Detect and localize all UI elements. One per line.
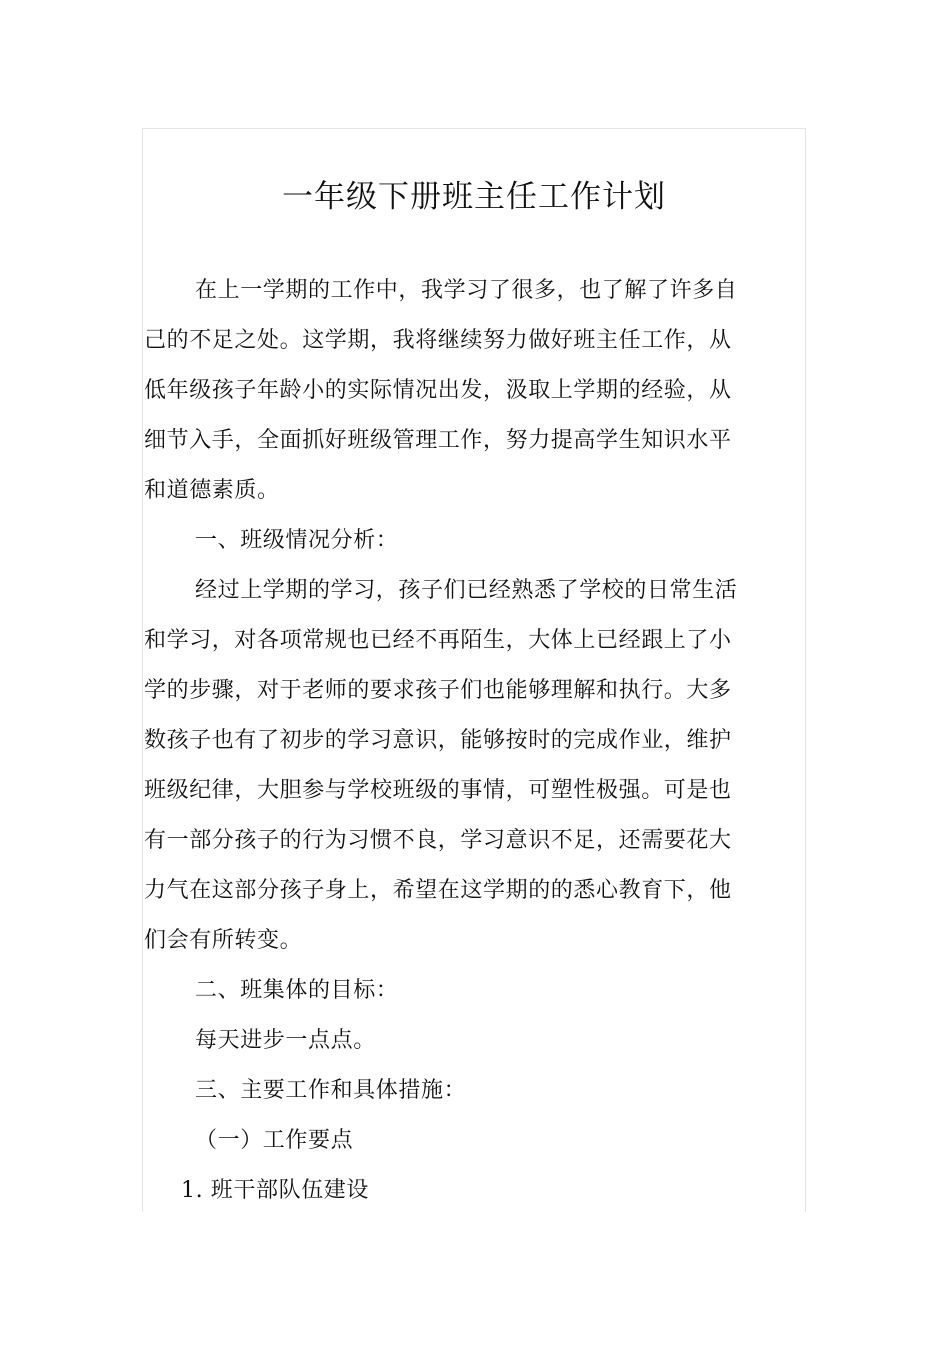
paragraph-line: 班级纪律，大胆参与学校班级的事情，可塑性极强。可是也: [144, 778, 732, 803]
paragraph-line: 低年级孩子年龄小的实际情况出发，汲取上学期的经验，从: [144, 378, 732, 403]
paragraph-line: 有一部分孩子的行为习惯不良，学习意识不足，还需要花大: [144, 828, 732, 853]
section-heading: 一、班级情况分析：: [195, 528, 399, 553]
paragraph-line: 和学习，对各项常规也已经不再陌生，大体上已经跟上了小: [144, 628, 732, 653]
paragraph-line: 经过上学期的学习，孩子们已经熟悉了学校的日常生活: [195, 578, 738, 603]
section-heading: 三、主要工作和具体措施：: [195, 1078, 467, 1103]
paragraph-line: 力气在这部分孩子身上，希望在这学期的的悉心教育下，他: [144, 878, 732, 903]
paragraph-line: 每天进步一点点。: [195, 1028, 376, 1053]
paragraph-line: 们会有所转变。: [144, 928, 303, 953]
numbered-item: 1. 班干部队伍建设: [181, 1178, 369, 1203]
document-title: 一年级下册班主任工作计划: [282, 179, 666, 215]
document-page: [142, 128, 806, 1212]
paragraph-line: 和道德素质。: [144, 478, 280, 503]
paragraph-line: 己的不足之处。这学期，我将继续努力做好班主任工作，从: [144, 328, 732, 353]
section-heading: 二、班集体的目标：: [195, 978, 399, 1003]
subsection-heading: （一）工作要点: [195, 1128, 354, 1153]
paragraph-line: 在上一学期的工作中，我学习了很多，也了解了许多自: [195, 278, 738, 303]
paragraph-line: 数孩子也有了初步的学习意识，能够按时的完成作业，维护: [144, 728, 732, 753]
paragraph-line: 细节入手，全面抓好班级管理工作，努力提高学生知识水平: [144, 428, 732, 453]
paragraph-line: 学的步骤，对于老师的要求孩子们也能够理解和执行。大多: [144, 678, 732, 703]
